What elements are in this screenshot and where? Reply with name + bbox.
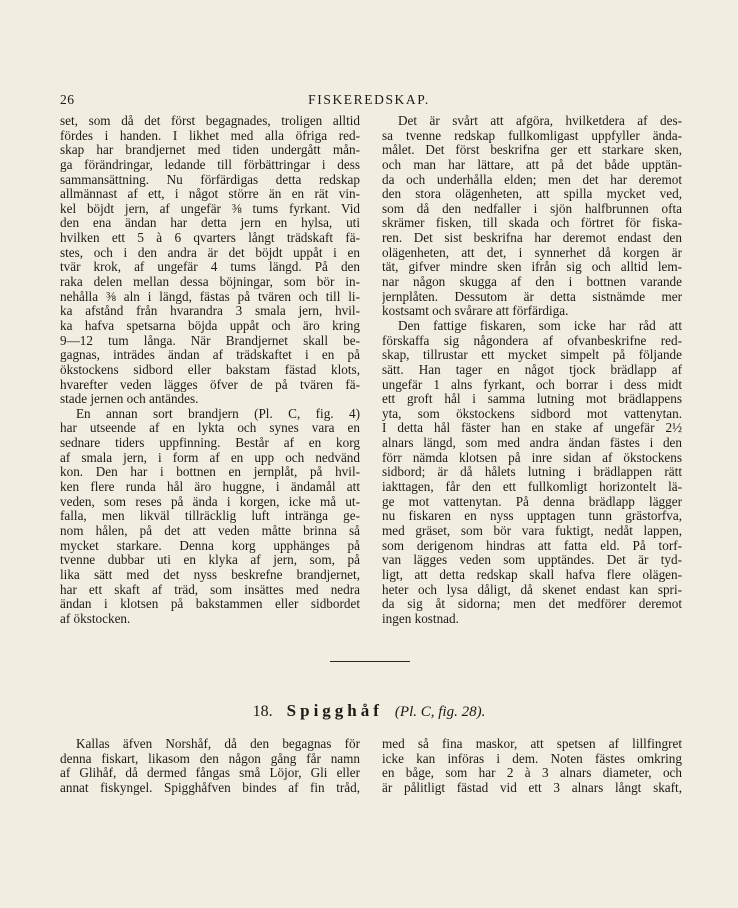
text-line: förskaffa sig någondera af ofvanbeskrifne red- bbox=[382, 333, 682, 348]
text-line: yta, som ökstockens sidbord mot vattenytan. bbox=[382, 406, 682, 421]
section-right-column bbox=[382, 737, 682, 796]
text-line: veden, som reses på ända i korgen, icke må ut- bbox=[60, 494, 360, 509]
text-line: ökstockens sidbord eller bakstam fästad klots, bbox=[60, 362, 360, 377]
text-line: heter och lysa dåligt, då skenet endast kan spri- bbox=[382, 582, 682, 597]
text-line: allmännast af ett, i något större än en rät vin- bbox=[60, 187, 360, 202]
text-line: fördes i handen. I likhet med alla öfriga red- bbox=[60, 128, 360, 143]
section-left-column bbox=[60, 737, 360, 796]
text-line: ändan i klotsen på bakstammen eller sidbordet bbox=[60, 597, 360, 612]
text-line: En annan sort brandjern (Pl. C, fig. 4) bbox=[76, 406, 360, 421]
text-line: Det är svårt att afgöra, hvilketdera af des- bbox=[398, 114, 682, 128]
text-line: sidbord; är då hålets lutning i brädlappen rätt bbox=[382, 465, 682, 480]
text-line: ge mot vattenytan. På denna brädlapp lägger bbox=[382, 494, 682, 509]
running-title: FISKEREDSKAP. bbox=[308, 92, 430, 107]
text-line: falla, men likväl tillräcklig luft intränga ge- bbox=[60, 509, 360, 524]
text-line: Kallas äfven Norshåf, då den begagnas för bbox=[76, 737, 360, 751]
right-column bbox=[382, 114, 682, 626]
text-line: har ett skaft af träd, som insättes med nedra bbox=[60, 582, 360, 597]
text-line: af smala jern, i form af en upp och nedvänd bbox=[60, 450, 360, 465]
text-line: Den fattige fiskaren, som icke har råd att bbox=[398, 318, 682, 333]
text-line: ungefär 1 alns fyrkant, och borrar i dess midt bbox=[382, 377, 682, 392]
text-line: jernplåten. Dessutom är detta sistnämde mer bbox=[382, 289, 682, 304]
text-line: ga förändringar, ledande till förbättringar i dess bbox=[60, 157, 360, 172]
text-line: 9—12 tum långa. När Brandjernet skall be- bbox=[60, 333, 360, 348]
text-line: lika sätt med det nyss beskrefne brandjernet, bbox=[60, 567, 360, 582]
text-line: hvilken ett 5 à 6 qvarters långt trädskaft fä- bbox=[60, 231, 360, 246]
text-line: och man har lättare, att på det både upptän- bbox=[382, 157, 682, 172]
text-line: skap har brandjernet med tiden undergått mån- bbox=[60, 143, 360, 158]
text-line: tvenne dubbar uti en klyka af jern, som, på bbox=[60, 553, 360, 568]
text-line: da sig åt sidorna; men det medförer deremot bbox=[382, 597, 682, 612]
left-column bbox=[60, 114, 360, 626]
text-line: med gräset, som bör vara fuktigt, nedåt lappen, bbox=[382, 523, 682, 538]
text-line: som då den nedfaller i sjön halfbrunnen ofta bbox=[382, 201, 682, 216]
page-header bbox=[60, 92, 678, 112]
text-line: ken flere runda hål äro huggne, i ändamål att bbox=[60, 480, 360, 495]
text-line: nu fiskaren en nyss upptagen tunn grästorfva, bbox=[382, 509, 682, 524]
text-line: sammansättning. Nu förfärdigas detta redskap bbox=[60, 172, 360, 187]
text-line: den stora olägenheten, att spilla mycket ved, bbox=[382, 187, 682, 202]
text-line: alnars längd, som med andra ändan fästes i den bbox=[382, 436, 682, 451]
text-line: sednare tiders uppfinning. Består af en korg bbox=[60, 436, 360, 451]
text-line: är pålitligt fästad vid ett 3 alnars långt skaft, bbox=[382, 780, 682, 795]
text-line: kostsamt och svårare att förfärdiga. bbox=[382, 304, 569, 319]
text-line: som derigenom hindras att fatta eld. På torf- bbox=[382, 538, 682, 553]
text-line: ren. Det sist beskrifna har deremot endast den bbox=[382, 231, 682, 246]
text-line: set, som då det först begagnades, troligen alltid bbox=[60, 114, 360, 128]
text-line: har utseende af en lykta och synes vara en bbox=[60, 421, 360, 436]
section-heading bbox=[60, 701, 678, 721]
text-line: van lägges veden som upptändes. Det är tyd- bbox=[382, 553, 682, 568]
text-line: den ena ändan har detta jern en hylsa, uti bbox=[60, 216, 360, 231]
text-line: af Glihåf, då dermed fångas små Löjor, Gli eller bbox=[60, 766, 360, 781]
text-line: sa tvenne redskap fullkomligast uppfyller ända- bbox=[382, 128, 682, 143]
text-line: gagnas, inträdes ändan af trädskaftet i en på bbox=[60, 348, 360, 363]
section-title: Spigghåf bbox=[286, 701, 383, 720]
text-line: I detta hål fäster han en stake af ungefär 2½ bbox=[382, 421, 682, 436]
text-line: målet. Det först beskrifna ger ett starkare sken, bbox=[382, 143, 682, 158]
text-line: da och underhålla elden; men det har deremot bbox=[382, 172, 682, 187]
text-line: ingen kostnad. bbox=[382, 611, 459, 626]
text-line: kel böjdt jern, af ungefär ⅜ tums fyrkant. Vid bbox=[60, 201, 360, 216]
text-line: sätt. Han tager en något tjock brädlapp af bbox=[382, 362, 682, 377]
text-line: stade jernen och antändes. bbox=[60, 392, 199, 407]
text-line: tät, gifver mindre sken ifrån sig och alltid lem- bbox=[382, 260, 682, 275]
text-line: nar någon skugga af den i bottnen varande bbox=[382, 275, 682, 290]
text-line: iakttagen, får den ett fullkomligt horizontelt lä- bbox=[382, 480, 682, 495]
text-line: nom hålen, på det att veden måtte brinna så bbox=[60, 523, 360, 538]
text-line: ett groft hål i samma lutning mot brädlappens bbox=[382, 392, 682, 407]
text-line: hvarefter veden lägges öfver de på tvären fä- bbox=[60, 377, 360, 392]
text-line: kon. Den har i bottnen en jernplåt, på hvil- bbox=[60, 465, 360, 480]
text-line: raka delen mellan dessa böjningar, som bör in- bbox=[60, 275, 360, 290]
section-reference: (Pl. C, fig. 28). bbox=[394, 704, 486, 720]
text-line: olägenheten, att det, i synnerhet då korgen är bbox=[382, 245, 682, 260]
text-line: nehålla ⅜ aln i längd, fästas på tvären och till li- bbox=[60, 289, 360, 304]
page-number: 26 bbox=[60, 92, 75, 107]
text-line: mycket starkare. Denna korg upphänges på bbox=[60, 538, 360, 553]
text-line: med så fina maskor, att spetsen af lillfingret bbox=[382, 737, 682, 751]
text-line: skrämer fisken, till skada och förtret för fiska- bbox=[382, 216, 682, 231]
text-line: icke kan införas i dem. Noten fästes omkring bbox=[382, 751, 682, 766]
text-line: af ökstocken. bbox=[60, 611, 131, 626]
text-line: ligt, att detta redskap skall hafva flere olägen- bbox=[382, 567, 682, 582]
text-line: skap, tillrustar ett mycket simpelt på följande bbox=[382, 348, 682, 363]
text-line: denna fiskart, likasom den någon gång får namn bbox=[60, 751, 360, 766]
section-divider bbox=[330, 661, 410, 662]
text-line: annat fiskyngel. Spigghåfven bindes af fin tråd, bbox=[60, 780, 360, 795]
text-line: tvär krok, af ungefär 4 tums längd. På den bbox=[60, 260, 360, 275]
text-line: en båge, som har 2 à 3 alnars diameter, och bbox=[382, 766, 682, 781]
text-line: förr nämda klotsen på inre sidan af ökstockens bbox=[382, 450, 682, 465]
section-number: 18. bbox=[252, 703, 273, 720]
text-line: ka afstånd från hvarandra 3 smala jern, hvil- bbox=[60, 304, 360, 319]
text-line: stes, och i den andra är det böjdt uppåt i en bbox=[60, 245, 360, 260]
text-line: ka hafva spetsarna böjda uppåt och äro kring bbox=[60, 318, 360, 333]
